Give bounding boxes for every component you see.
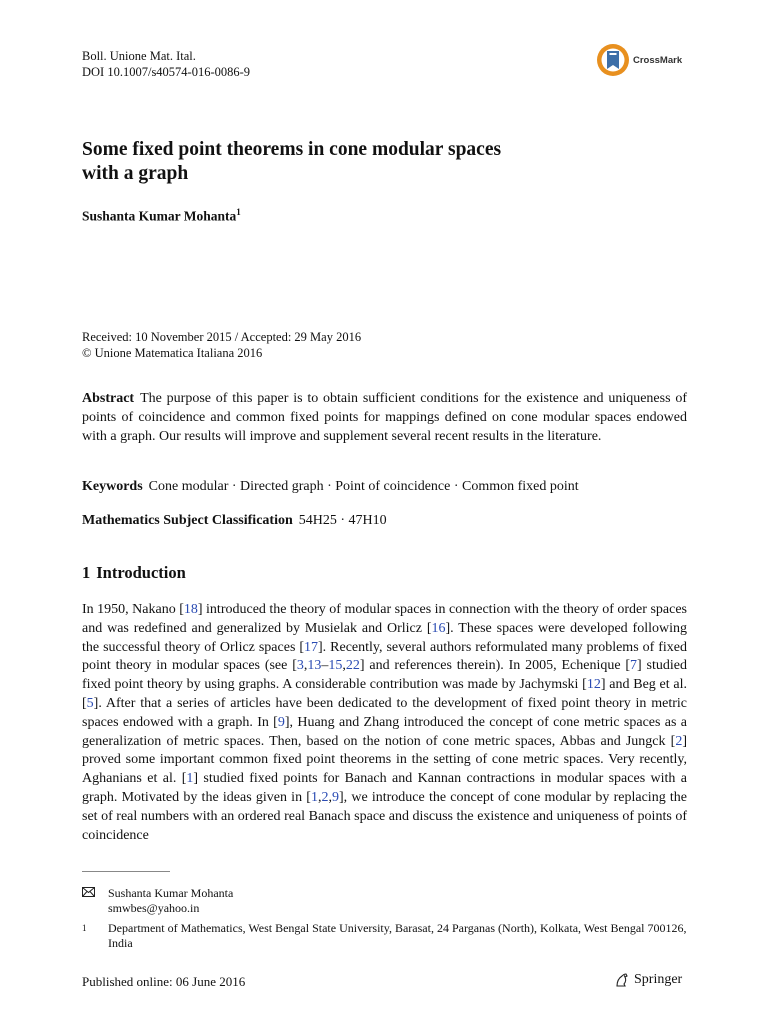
citation-link[interactable]: 9 [331,789,339,805]
section-number: 1 [82,563,91,582]
section-title: Introduction [96,563,186,582]
journal-name: Boll. Unione Mat. Ital. [82,49,196,63]
msc-codes: 54H25 · 47H10 [298,513,387,528]
published-online: Published online: 06 June 2016 [82,974,246,989]
keywords [82,477,687,496]
springer-horse-icon [614,972,630,988]
text-run: ] and references therein). In 2005, Echenique [ [359,658,631,674]
msc-label: Mathematics Subject Classification [82,513,293,528]
text-run: ] studied fixed point theory by using graphs. A considerable contribution was made by Jachymski [ [82,658,687,693]
publisher-name: Springer [634,972,683,987]
text-run: ] introduced the theory of modular spaces in connection with the theory of order spaces and was redefined and generalized by Musielak and Orlicz [ [82,602,687,636]
crossmark-badge[interactable] [596,43,682,77]
affiliation-mark: 1 [82,923,87,933]
publication-dates [82,330,361,361]
text-run: ], Huang and Zhang introduced the concept of cone metric spaces as a generalization of metric spaces. Then, based on the notion of cone metric spaces, Abbas and Jungck [ [82,714,687,749]
citation-link[interactable]: 1 [186,771,194,787]
springer-logo [614,972,682,988]
crossmark-label: CrossMark [633,54,683,66]
text-run: ] studied fixed points for Banach and Kannan contractions in modular spaces with a graph. Motivated by the ideas given in [ [82,771,687,805]
text-run: ]. These spaces were developed following the successful theory of Orlicz spaces [ [82,620,687,655]
citation-link[interactable]: 13 [307,658,322,674]
citation-link[interactable]: 5 [86,695,94,711]
author-name: Sushanta Kumar Mohanta [82,208,237,224]
title-line-2: with a graph [82,163,189,184]
abstract [82,389,687,446]
citation-link[interactable]: 3 [296,658,304,674]
citation-link[interactable]: 12 [586,677,601,693]
author-affiliation-mark: 1 [236,207,241,217]
journal-header [82,48,250,80]
citation-link[interactable]: 2 [321,789,329,805]
section-heading [82,563,186,583]
keywords-text: Cone modular · Directed graph · Point of coincidence · Common fixed point [148,479,579,494]
doi[interactable]: DOI 10.1007/s40574-016-0086-9 [82,65,251,79]
affiliation-text: Department of Mathematics, West Bengal State University, Barasat, 24 Parganas (North), Kolkata, West Bengal 700126, India [108,921,687,950]
copyright: © Unione Matematica Italiana 2016 [82,345,263,360]
corresponding-author [82,886,233,916]
text-run: , [328,789,332,805]
paper-title [82,138,642,186]
text-run: In 1950, Nakano [ [82,602,184,617]
text-run: – [321,658,329,674]
text-run: , [317,789,322,805]
citation-link[interactable]: 17 [304,639,319,655]
text-run: ] and Beg et al. [ [82,677,688,711]
citation-link[interactable]: 16 [431,620,446,636]
footnote-author-name: Sushanta Kumar Mohanta [108,886,234,900]
author-email[interactable]: smwbes@yahoo.in [108,901,200,915]
keywords-label: Keywords [82,479,143,494]
citation-link[interactable]: 22 [345,658,360,674]
affiliation-footnote [82,921,688,951]
title-line-1: Some fixed point theorems in cone modular spaces [82,139,502,160]
text-run: , [342,658,346,674]
text-run: ]. Recently, several authors reformulated many problems of fixed point theory in modular spaces (see [ [82,639,687,674]
text-run: , [303,658,308,674]
crossmark-icon [596,43,630,77]
abstract-label: Abstract [82,391,135,406]
received-accepted: Received: 10 November 2015 / Accepted: 29 May 2016 [82,330,362,344]
citation-link[interactable]: 2 [675,733,683,749]
text-run: ], we introduce the concept of cone modular by replacing the set of real numbers with an ordered real Banach space and discuss the existence and uniqueness of points of coincidence [82,789,688,843]
abstract-text: The purpose of this paper is to obtain sufficient conditions for the existence and uniqueness of points of coincidence and common fixed points for mappings defined on cone modular spaces endowed with a graph. Our results will improve and supplement several recent results in the literature. [82,391,687,444]
footnote-divider [82,871,170,872]
citation-link[interactable]: 18 [183,602,198,617]
text-run: ]. After that a series of articles have been dedicated to the development of fixed point theory in metric spaces endowed with a graph. In [ [82,695,687,730]
citation-link[interactable]: 15 [328,658,343,674]
citation-link[interactable]: 1 [310,789,318,805]
author [82,207,241,225]
msc [82,511,687,530]
envelope-icon [82,886,108,916]
introduction-paragraph [82,601,687,845]
citation-link[interactable]: 9 [277,714,285,730]
text-run: ] proved some important common fixed point theorems in the setting of cone metric spaces. Very recently, Aghanians et al. [ [82,733,687,787]
citation-link[interactable]: 7 [630,658,638,674]
